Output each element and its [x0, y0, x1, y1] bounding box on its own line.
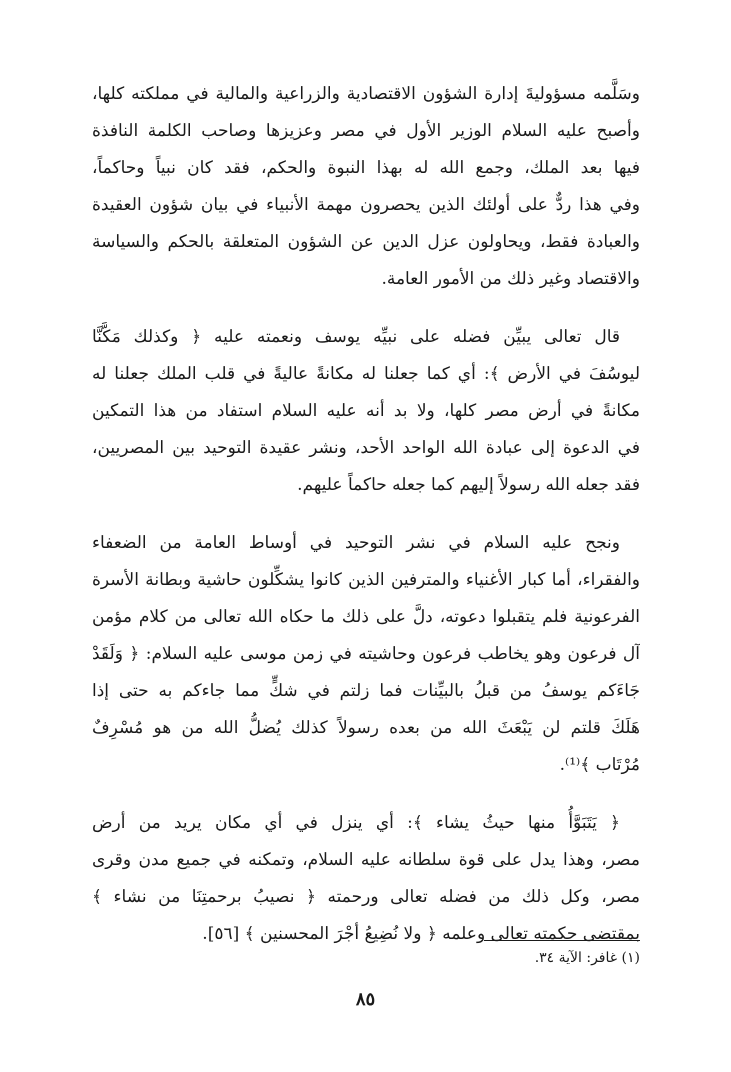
paragraph-2	[92, 319, 640, 504]
text-line: والفقراء، أما كبار الأغنياء والمترفين الذين كانوا يشكِّلون حاشية وبطانة الأسرة	[92, 570, 640, 590]
text-line: وأصبح عليه السلام الوزير الأول في مصر وعزيزها وصاحب الكلمة النافذة	[92, 121, 640, 141]
text-line: والعبادة فقط، ويحاولون عزل الدين عن الشؤون المتعلقة بالحكم والسياسة	[92, 232, 640, 252]
text-line: الفرعونية فلم يتقبلوا دعوته، دلَّ على ذلك ما حكاه الله تعالى من كلام مؤمن	[92, 607, 640, 627]
text-line: ليوسُفَ في الأرض ﴾: أي كما جعلنا له مكانةً عاليةً في قلب الملك جعلنا له	[92, 364, 640, 384]
text-line: مصر، وكل ذلك من فضله تعالى ورحمته ﴿ نصيبُ برحمتِنَا من نشاء ﴾	[92, 887, 640, 907]
text-line: جَاءَكم يوسفُ من قبلُ بالبيِّنات فما زلتم في شكٍّ مما جاءكم به حتى إذا	[92, 681, 640, 701]
text-line: والاقتصاد وغير ذلك من الأمور العامة.	[381, 269, 640, 289]
paragraph-1	[92, 76, 640, 298]
paragraph-4	[92, 805, 640, 953]
text-line: وسَلَّمه مسؤوليةَ إدارة الشؤون الاقتصادية والزراعية والمالية في مملكته كلها،	[92, 84, 640, 104]
footnote: (١) غافر: الآية ٣٤.	[534, 950, 640, 966]
text-line: مصر، وهذا يدل على قوة سلطانه عليه السلام، وتمكنه في جميع مدن وقرى	[92, 850, 640, 870]
page-number: ٨٥	[355, 989, 376, 1010]
text-line: ﴿ يَتَبَوَّأُ منها حيثُ يشاء ﴾: أي ينزل في أي مكان يريد من أرض	[92, 813, 620, 833]
text-line: في الدعوة إلى عبادة الله الواحد الأحد، ونشر عقيدة التوحيد بين المصريين،	[92, 438, 640, 458]
text-line: فقد جعله الله رسولاً إليهم كما جعله حاكماً عليهم.	[297, 475, 640, 495]
text-line: وفي هذا ردٌّ على أولئك الذين يحصرون مهمة الأنبياء في بيان شؤون العقيدة	[92, 195, 640, 215]
body-text	[92, 76, 640, 974]
text-line: قال تعالى يبيِّن فضله على نبيِّه يوسف ونعمته عليه ﴿ وكذلك مَكَّنَّا	[92, 327, 620, 347]
footnote-separator	[484, 940, 640, 941]
text-line: مكانةً في أرض مصر كلها، ولا بد أنه عليه السلام استفاد من هذا التمكين	[92, 401, 640, 421]
text-line: بمقتضى حكمته تعالى وعلمه ﴿ ولا نُضِيعُ أجْرَ المحسنين ﴾ [٥٦].	[202, 924, 640, 944]
text-line: فيها بعد الملك، وجمع الله له بهذا النبوة والحكم، فقد كان نبياً وحاكماً،	[92, 158, 640, 178]
text-line: آل فرعون وهو يخاطب فرعون وحاشيته في زمن موسى عليه السلام: ﴿ وَلَقَدْ	[92, 644, 640, 664]
text-line: هَلَكَ قلتم لن يَبْعَثَ الله من بعده رسولاً كذلك يُضلُّ الله من هو مُسْرِفٌ	[92, 718, 640, 738]
text-line: ونجح عليه السلام في نشر التوحيد في أوساط العامة من الضعفاء	[92, 533, 620, 553]
text-line: مُرْتَاب ﴾⁽¹⁾.	[559, 755, 640, 775]
paragraph-3	[92, 525, 640, 784]
